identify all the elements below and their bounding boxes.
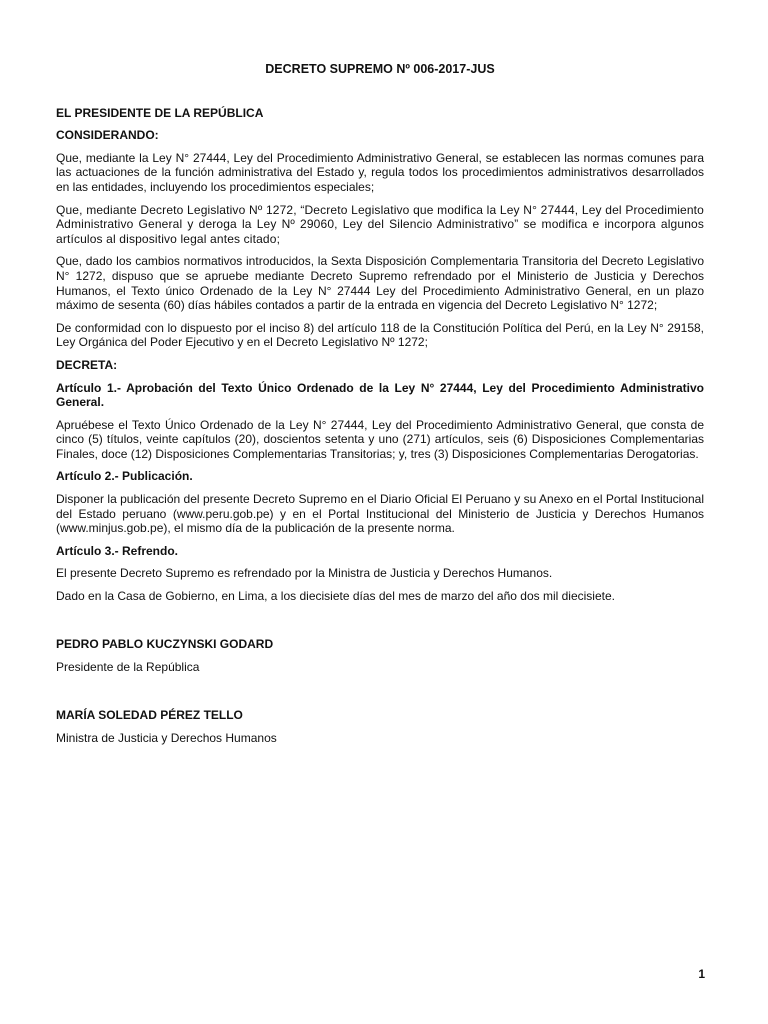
- considerando-paragraph-4: De conformidad con lo dispuesto por el inciso 8) del artículo 118 de la Constitución Política del Perú, en la Ley N° 29158, Ley Orgánica del Poder Ejecutivo y en el Decreto Legislativo Nº 1272;: [56, 320, 704, 350]
- signature-name-president: PEDRO PABLO KUCZYNSKI GODARD: [56, 636, 274, 651]
- signature-role-president: Presidente de la República: [56, 660, 200, 675]
- closing-paragraph: Dado en la Casa de Gobierno, en Lima, a los diecisiete días del mes de marzo del año dos mil diecisiete.: [56, 589, 615, 604]
- page-number: 1: [698, 967, 705, 981]
- article-1-heading: Artículo 1.- Aprobación del Texto Único Ordenado de la Ley N° 27444, Ley del Procedimiento Administrativo General.: [56, 380, 704, 410]
- considerando-heading: CONSIDERANDO:: [56, 128, 159, 143]
- article-3-body: El presente Decreto Supremo es refrendado por la Ministra de Justicia y Derechos Humanos.: [56, 566, 553, 581]
- signature-role-minister: Ministra de Justicia y Derechos Humanos: [56, 731, 277, 746]
- article-2-body: Disponer la publicación del presente Decreto Supremo en el Diario Oficial El Peruano y su Anexo en el Portal Institucional del Estado peruano (www.peru.gob.pe) y en el Portal Institucional del Ministerio de Justicia y Derechos Humanos (www.minjus.gob.pe), el mismo día de la publicación de la presente norma.: [56, 492, 704, 536]
- considerando-paragraph-3: Que, dado los cambios normativos introducidos, la Sexta Disposición Complementaria Transitoria del Decreto Legislativo N° 1272, dispuso que se apruebe mediante Decreto Supremo refrendado por el Ministerio de Justicia y Derechos Humanos, el Texto único Ordenado de la Ley N° 27444 Ley del Procedimiento Administrativo General, en un plazo máximo de sesenta (60) días hábiles contados a partir de la entrada en vigencia del Decreto Legislativo N° 1272;: [56, 254, 704, 313]
- considerando-paragraph-2: Que, mediante Decreto Legislativo Nº 1272, “Decreto Legislativo que modifica la Ley N° 27444, Ley del Procedimiento Administrativo General y deroga la Ley Nº 29060, Ley del Silencio Administrativo” se modifica e incorpora algunos artículos al dispositivo legal antes citado;: [56, 202, 704, 246]
- document-page: [56, 56, 704, 746]
- article-3-heading: Artículo 3.- Refrendo.: [56, 543, 179, 558]
- signature-name-minister: MARÍA SOLEDAD PÉREZ TELLO: [56, 707, 243, 722]
- authority-heading: EL PRESIDENTE DE LA REPÚBLICA: [56, 105, 264, 120]
- article-1-body: Apruébese el Texto Único Ordenado de la Ley N° 27444, Ley del Procedimiento Administrativo General, que consta de cinco (5) títulos, veinte capítulos (20), doscientos setenta y uno (271) artículos, seis (6) Disposiciones Complementarias Finales, doce (12) Disposiciones Complementarias Transitorias; y, tres (3) Disposiciones Complementarias Derogatorias.: [56, 417, 704, 461]
- considerando-paragraph-1: Que, mediante la Ley N° 27444, Ley del Procedimiento Administrativo General, se establecen las normas comunes para las actuaciones de la función administrativa del Estado y, regula todos los procedimientos administrativos desarrollados en las entidades, incluyendo los procedimientos especiales;: [56, 150, 704, 194]
- document-title: DECRETO SUPREMO Nº 006-2017-JUS: [265, 62, 495, 76]
- article-2-heading: Artículo 2.- Publicación.: [56, 469, 193, 484]
- decreta-heading: DECRETA:: [56, 357, 118, 372]
